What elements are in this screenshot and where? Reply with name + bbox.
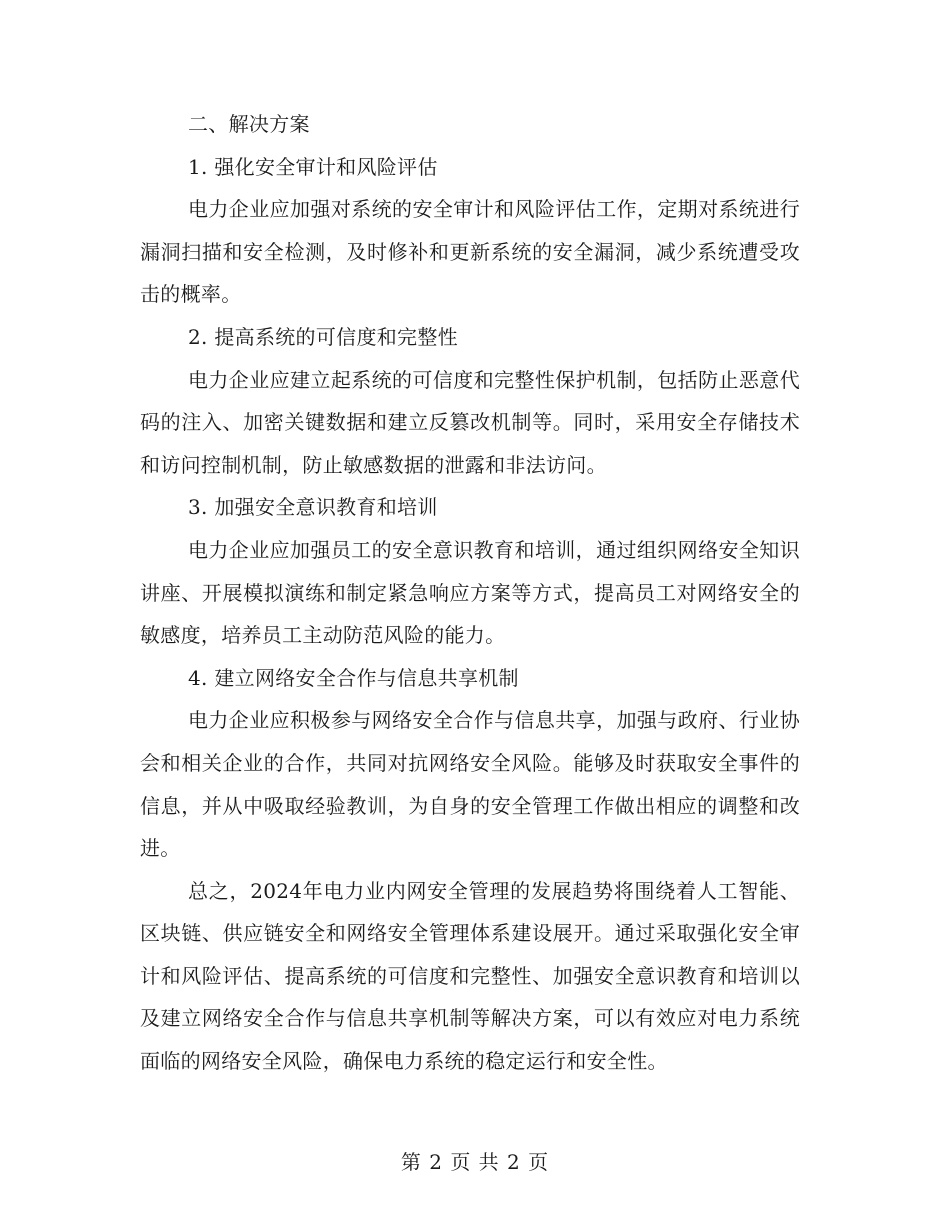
item-2-body: 电力企业应建立起系统的可信度和完整性保护机制，包括防止恶意代码的注入、加密关键数据和建立反篡改机制等。同时，采用安全存储技术和访问控制机制，防止敏感数据的泄露和非法访问。 (140, 367, 800, 477)
section-title: 二、解决方案 (188, 112, 310, 136)
page-footer: 第 2 页 共 2 页 (400, 1150, 550, 1174)
item-2-heading: 2. 提高系统的可信度和完整性 (188, 324, 458, 349)
item-4-body: 电力企业应积极参与网络安全合作与信息共享，加强与政府、行业协会和相关企业的合作，共同对抗网络安全风险。能够及时获取安全事件的信息，并从中吸取经验教训，为自身的安全管理工作做出相应的调整和改进。 (140, 708, 800, 861)
item-1-heading: 1. 强化安全审计和风险评估 (188, 154, 438, 179)
item-1-body: 电力企业应加强对系统的安全审计和风险评估工作，定期对系统进行漏洞扫描和安全检测，及时修补和更新系统的安全漏洞，减少系统遭受攻击的概率。 (140, 197, 800, 307)
item-4-heading: 4. 建立网络安全合作与信息共享机制 (188, 665, 519, 690)
document-body (140, 103, 800, 1083)
item-3-heading: 3. 加强安全意识教育和培训 (188, 495, 438, 520)
conclusion-paragraph: 总之，2024年电力业内网安全管理的发展趋势将围绕着人工智能、区块链、供应链安全和网络安全管理体系建设展开。通过采取强化安全审计和风险评估、提高系统的可信度和完整性、加强安全意识教育和培训以及建立网络安全合作与信息共享机制等解决方案，可以有效应对电力系统面临的网络安全风险，确保电力系统的稳定运行和安全性。 (140, 878, 800, 1074)
item-3-body: 电力企业应加强员工的安全意识教育和培训，通过组织网络安全知识讲座、开展模拟演练和制定紧急响应方案等方式，提高员工对网络安全的敏感度，培养员工主动防范风险的能力。 (140, 537, 800, 648)
